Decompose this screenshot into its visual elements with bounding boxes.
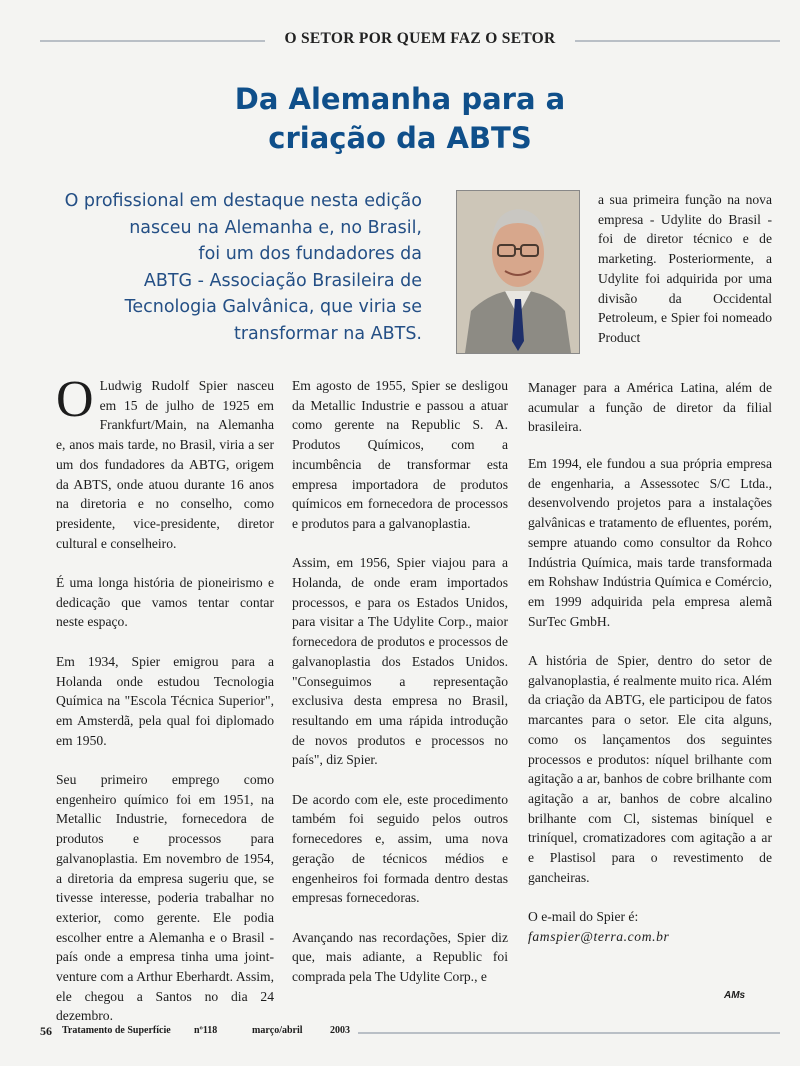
issue-period: março/abril [252,1025,303,1036]
author-signature: AMs [724,990,746,1001]
email-line [528,907,772,946]
title-line-1: Da Alemanha para a [234,82,566,116]
paragraph: Assim, em 1956, Spier viajou para a Holanda, de onde eram importados processos, e para os Estados Unidos, para visitar a The Udylite Corp., maior fornecedora de produtos e processos de galvanoplastia dos Estados Unidos. "Conseguimos a representação exclusiva desta empresa no Brasil, resultando em uma rápida introdução de novos produtos e processos no país", diz Spier. [292,555,508,768]
section-header [40,30,780,52]
issue-year: 2003 [330,1025,350,1036]
paragraph: A história de Spier, dentro do setor de galvanoplastia, é realmente muito rica. Além da criação da ABTG, ele participou de fatos marcantes para o setor. Ele cita alguns, como os lançamentos dos seguintes processos e produtos: níquel brilhante com agitação a ar, banhos de cobre brilhante com agitação a ar, banhos de cobre alcalino brilhante com Cl, sistemas biníquel e triníquel, cromatizadores com agitação a ar e Plastisol para o revestimento de gancheiras. [528,653,772,885]
paragraph [56,371,274,553]
lead-line: transformar na ABTS. [234,323,422,344]
issue-number: nº118 [194,1025,218,1036]
title-line-2: criação da ABTS [268,121,532,155]
paragraph: Avançando nas recordações, Spier diz que, mais adiante, a Republic foi comprada pela The Udylite Corp., e [292,929,508,985]
drop-cap: O [56,371,94,428]
lead-line: nasceu na Alemanha e, no Brasil, [129,217,422,238]
column-3-top [598,190,772,367]
portrait-photo [456,190,580,354]
email-link[interactable]: famspier@terra.com.br [528,928,670,944]
lead-line: Tecnologia Galvânica, que viria se [124,297,422,317]
lead-line: foi um dos fundadores da [198,244,422,264]
email-label: O e-mail do Spier é: [528,909,639,925]
paragraph: a sua primeira função na nova empresa - Udylite do Brasil - foi de diretor técnico e de marketing. Posteriormente, a Udylite foi adquirida por uma divisão da Occidental Petroleum, e Spier foi nomeado Product [598,192,772,345]
article-title [200,80,600,158]
lead-line: ABTG - Associação Brasileira de [143,270,422,291]
section-header-label: O SETOR POR QUEM FAZ O SETOR [270,30,570,48]
lead-line: O profissional em destaque nesta edição [64,191,422,211]
paragraph: De acordo com ele, este procedimento também foi seguido pelos outros fornecedores e, assim, uma nova geração de técnicos médios e engenheiros foi formada dentro destas empresas fornecedoras. [292,791,508,906]
page-footer [40,1024,780,1040]
paragraph: Em agosto de 1955, Spier se desligou da Metallic Industrie e passou a atuar como gerente na Republic S. A. Produtos Químicos, com a incumbência de transformar esta empresa importadora de produtos químicos em fornecedora de processos e produtos para a galvanoplastia. [292,378,508,531]
paragraph: Em 1934, Spier emigrou para a Holanda onde estudou Tecnologia Química na "Escola Técnica Superior", em Amsterdã, pela qual foi diplomado em 1950. [56,653,274,748]
footer-rule [358,1032,780,1034]
portrait-illustration [457,191,579,353]
column-3-body [528,454,772,966]
paragraph: Manager para a América Latina, além de acumular a função de diretor da filial brasileira. [528,380,772,435]
page-number: 56 [40,1024,52,1038]
column-2 [292,376,508,1006]
paragraph: Em 1994, ele fundou a sua própria empresa de engenharia, a Assessotec S/C Ltda., desenvolvendo projetos para a instalações galvânicas e tratamento de efluentes, porém, sempre atuando como consultor da Rohco Indústria Química, mais tarde transformada em Rohshaw Indústria Química e Comércio, em 1999 adquirida pela empresa alemã SurTec GmbH. [528,456,772,629]
paragraph-text: Ludwig Rudolf Spier nasceu em 15 de julho de 1925 em Frankfurt/Main, na Alemanha e, anos mais tarde, no Brasil, viria a ser um dos fundadores da ABTG, origem da ABTS, onde atuou durante 16 anos na diretoria e no conselho, como presidente, vice-presidente, diretor cultural e conselheiro. [56,378,274,551]
column-3-continuation [528,378,772,457]
paragraph: Seu primeiro emprego como engenheiro químico foi em 1951, na Metallic Industrie, fornecedora de produtos e processos para galvanoplastia. Em novembro de 1954, a diretoria da empresa sugeriu que, se tivesse interesse, poderia trabalhar no exterior, como gerente. Ele podia escolher entre a Alemanha e o Brasil - país onde a empresa tinha uma joint-venture com a Arthur Eberhardt. Assim, ele chegou a Santos no dia 24 dezembro. [56,772,274,1024]
article-lead [60,188,422,347]
column-1 [56,371,274,1046]
publication-name: Tratamento de Superfície [62,1025,171,1036]
paragraph: É uma longa história de pioneirismo e dedicação que vamos tentar contar neste espaço. [56,575,274,630]
